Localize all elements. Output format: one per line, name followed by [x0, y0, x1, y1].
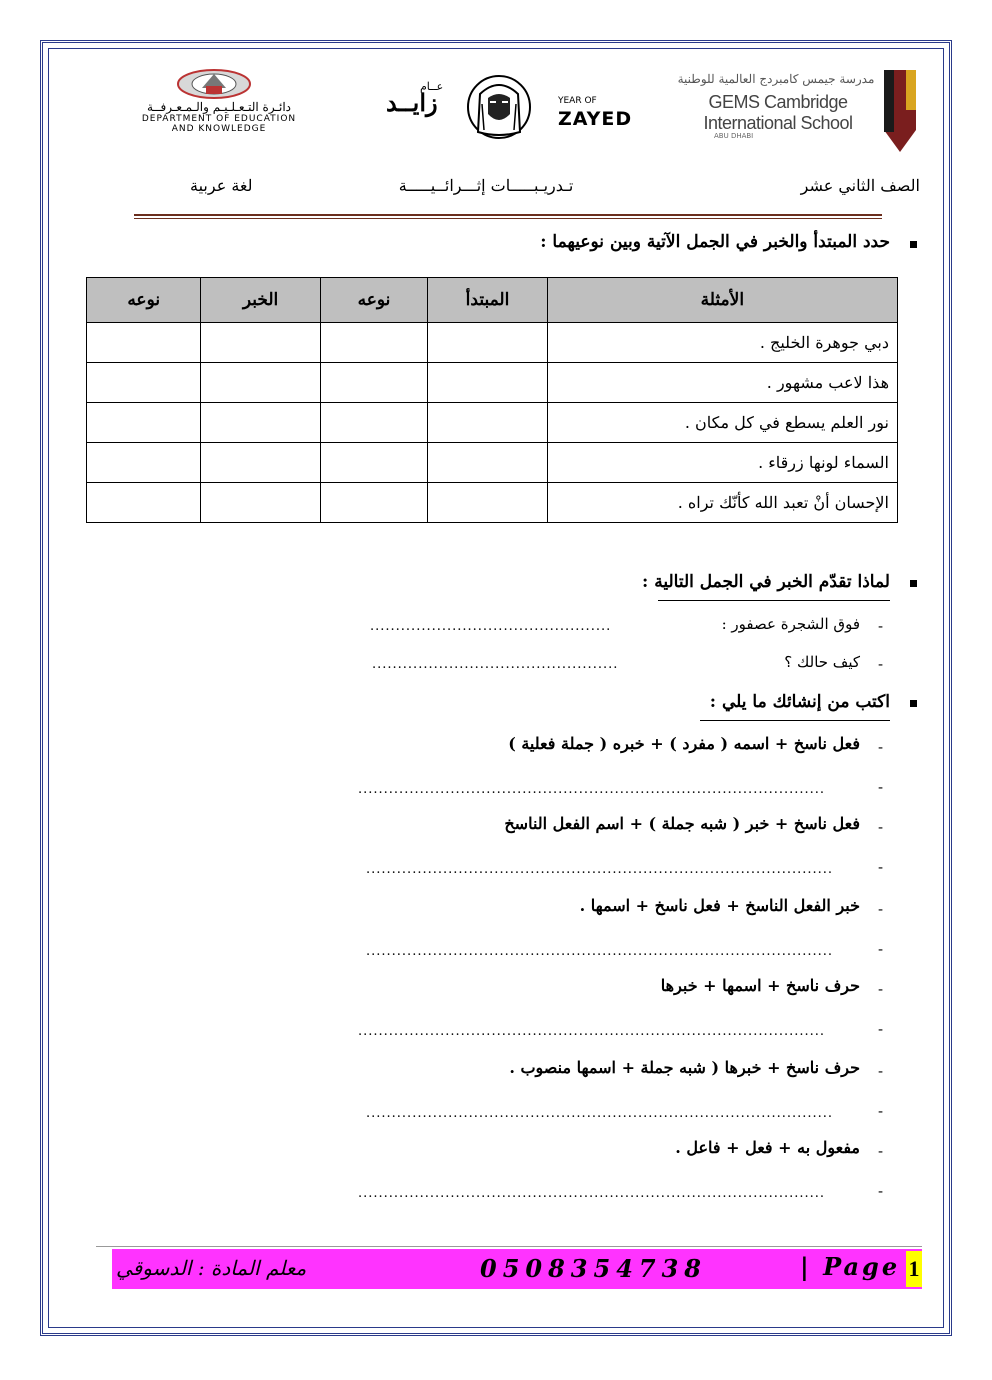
q2-underline: [658, 600, 890, 601]
falcon-emblem-icon: [176, 66, 252, 102]
answer-cell[interactable]: [320, 363, 428, 403]
answer-cell[interactable]: [87, 403, 201, 443]
gems-city: ABU DHABI: [714, 132, 754, 140]
doe-english-name-1: DEPARTMENT OF EDUCATION: [141, 114, 297, 124]
header-mubtada: المبتدأ: [428, 278, 548, 323]
teacher-name: معلم المادة : الدسوقي: [116, 1256, 307, 1280]
list-dash: -: [878, 1102, 884, 1120]
answer-cell[interactable]: [87, 363, 201, 403]
table-row: [87, 363, 898, 403]
example-sentence: هذا لاعب مشهور .: [547, 363, 897, 403]
answer-cell[interactable]: [87, 483, 201, 523]
header-divider: [134, 214, 882, 216]
q3-item-1: فعل ناسخ + اسمه ( مفرد ) + خبره ( جملة فعلية ): [508, 734, 860, 753]
answer-cell[interactable]: [87, 443, 201, 483]
table-row: [87, 403, 898, 443]
list-dash: -: [878, 980, 884, 998]
q3-prompt: اكتب من إنشائك ما يلي :: [709, 692, 890, 712]
q2-item-2: كيف حالك ؟: [784, 653, 860, 671]
zayed-arabic-text: زايــد: [386, 88, 438, 117]
teacher-phone: 0508354738: [480, 1254, 707, 1283]
table-row: [87, 323, 898, 363]
list-dash: -: [878, 655, 884, 673]
header-examples: الأمثلة: [547, 278, 897, 323]
gems-arabic-name: مدرسة جيمس كامبردج العالمية للوطنية: [677, 72, 875, 86]
q3-item-6: مفعول به + فعل + فاعل .: [675, 1138, 860, 1157]
answer-cell[interactable]: [201, 403, 320, 443]
list-dash: -: [878, 818, 884, 836]
list-dash: -: [878, 738, 884, 756]
answer-cell[interactable]: [201, 363, 320, 403]
year-of-text: YEAR OF: [558, 96, 597, 106]
zayed-english-text: ZAYED: [558, 108, 633, 130]
examples-table: [86, 277, 898, 523]
gems-english-name: GEMS Cambridge International School: [703, 92, 853, 133]
answer-dots[interactable]: ...........................................................................................: [358, 1024, 826, 1039]
list-dash: -: [878, 940, 884, 958]
answer-dots[interactable]: ...........................................................................................: [366, 1106, 834, 1121]
answer-cell[interactable]: [320, 403, 428, 443]
example-sentence: الإحسان أنْ تعبد الله كأنّك تراه .: [547, 483, 897, 523]
answer-dots[interactable]: ...........................................................................................: [366, 944, 834, 959]
answer-dots[interactable]: ...........................................................................................: [366, 862, 834, 877]
answer-cell[interactable]: [87, 323, 201, 363]
table-header-row: [87, 278, 898, 323]
answer-dots[interactable]: ...........................................................................................: [358, 782, 826, 797]
doe-logo: [88, 66, 350, 132]
bullet-q3: [910, 700, 917, 707]
list-dash: -: [878, 858, 884, 876]
answer-cell[interactable]: [201, 323, 320, 363]
gems-logo: [674, 70, 918, 154]
bullet-q2: [910, 580, 917, 587]
subject-label: لغة عربية: [190, 176, 253, 195]
worksheet-title: تـدريـبـــــات إثـــرائــيـــــة: [398, 176, 574, 195]
answer-cell[interactable]: [201, 483, 320, 523]
answer-cell[interactable]: [428, 443, 548, 483]
footer-rule: [96, 1246, 922, 1247]
page-number: 1: [906, 1251, 922, 1287]
page-label: | Page: [800, 1252, 901, 1281]
answer-dots[interactable]: ...............................................: [370, 619, 612, 634]
list-dash: -: [878, 1142, 884, 1160]
q3-item-3: خبر الفعل الناسخ + فعل ناسخ + اسمها .: [579, 896, 860, 915]
answer-dots[interactable]: ...........................................................................................: [358, 1186, 826, 1201]
list-dash: -: [878, 1020, 884, 1038]
zayed-portrait-icon: [466, 74, 532, 140]
list-dash: -: [878, 1062, 884, 1080]
year-of-zayed-logo: [380, 70, 640, 140]
answer-cell[interactable]: [428, 483, 548, 523]
q3-item-2: فعل ناسخ + خبر ( شبه جملة ) + اسم الفعل الناسخ: [504, 814, 860, 833]
answer-cell[interactable]: [428, 403, 548, 443]
header-divider-thin: [134, 218, 882, 219]
list-dash: -: [878, 900, 884, 918]
answer-cell[interactable]: [428, 363, 548, 403]
q1-prompt: حدد المبتدأ والخبر في الجمل الآتية وبين نوعيهما :: [540, 232, 890, 252]
answer-cell[interactable]: [320, 323, 428, 363]
q3-item-5: حرف ناسخ + خبرها ( شبه جملة + اسمها منصوب .: [509, 1058, 860, 1077]
q2-item-1: فوق الشجرة عصفور :: [721, 615, 860, 633]
zayed-am-text: عــام: [420, 80, 444, 93]
header-khabar: الخبر: [201, 278, 320, 323]
q3-underline: [700, 720, 890, 721]
list-dash: -: [878, 1182, 884, 1200]
answer-dots[interactable]: ................................................: [372, 657, 619, 672]
grade-label: الصف الثاني عشر: [800, 176, 920, 195]
list-dash: -: [878, 617, 884, 635]
doe-english-name-2: AND KNOWLEDGE: [171, 124, 267, 134]
example-sentence: دبي جوهرة الخليج .: [547, 323, 897, 363]
header-type-1: نوعه: [320, 278, 428, 323]
answer-cell[interactable]: [428, 323, 548, 363]
header-type-2: نوعه: [87, 278, 201, 323]
answer-cell[interactable]: [320, 483, 428, 523]
gems-shield-icon: [884, 70, 916, 152]
table-row: [87, 443, 898, 483]
answer-cell[interactable]: [201, 443, 320, 483]
q3-item-4: حرف ناسخ + اسمها + خبرها: [660, 976, 860, 995]
q2-prompt: لماذا تقدّم الخبر في الجمل التالية :: [642, 572, 890, 592]
doe-arabic-name: دائـرة التـعـلـيـم والـمـعـرفــة: [147, 100, 291, 114]
list-dash: -: [878, 778, 884, 796]
answer-cell[interactable]: [320, 443, 428, 483]
example-sentence: السماء لونها زرقاء .: [547, 443, 897, 483]
bullet-q1: [910, 241, 917, 248]
example-sentence: نور العلم يسطع في كل مكان .: [547, 403, 897, 443]
table-row: [87, 483, 898, 523]
